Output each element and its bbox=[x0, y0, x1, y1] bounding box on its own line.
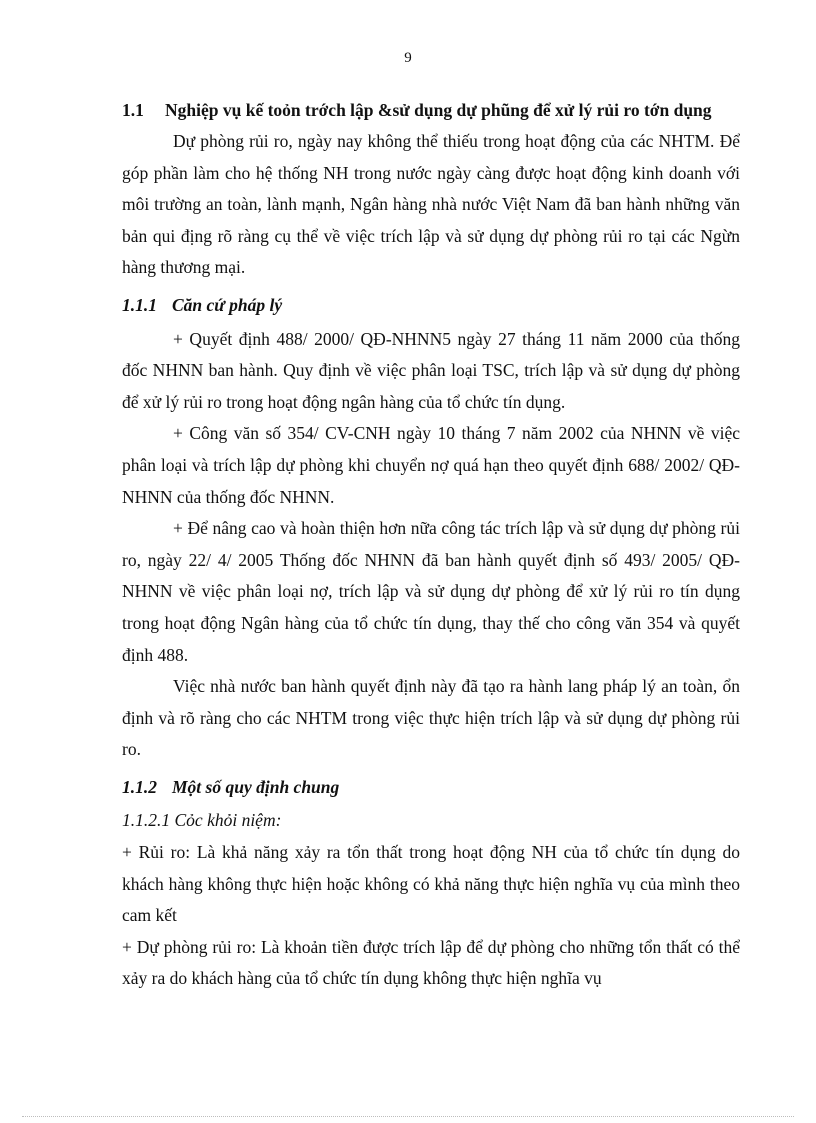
paragraph-definition-provision: + Dự phòng rủi ro: Là khoản tiền được trích lập để dự phòng cho những tổn thất có thể xảy ra do khách hàng của tổ chức tín dụng không thực hiện nghĩa vụ bbox=[122, 936, 740, 989]
subsection-number: 1.1.1 bbox=[122, 294, 157, 315]
page-bottom-divider bbox=[22, 1116, 794, 1117]
section-number: 1.1 bbox=[122, 100, 144, 120]
subsection-title: Một số quy định chung bbox=[172, 776, 340, 797]
subsection-title: Căn cứ pháp lý bbox=[172, 294, 283, 315]
section-title: Nghiệp vụ kế toỏn trớch lập &sử dụng dự phũng để xử lý rủi ro tớn dụng bbox=[165, 100, 712, 120]
paragraph-official-letter-354: + Công văn số 354/ CV-CNH ngày 10 tháng 7 năm 2002 của NHNN về việc phân loại và trích lập dự phòng khi chuyển nợ quá hạn theo quyết định 688/ 2002/ QĐ-NHNN của thống đốc NHNN. bbox=[122, 423, 740, 507]
paragraph-conclusion: Việc nhà nước ban hành quyết định này đã tạo ra hành lang pháp lý an toàn, ổn định và rõ ràng cho các NHTM trong việc thực hiện trích lập và sử dụng dự phòng rủi ro. bbox=[122, 676, 740, 760]
paragraph-decision-488: + Quyết định 488/ 2000/ QĐ-NHNN5 ngày 27 tháng 11 năm 2000 của thống đốc NHNN ban hành. Quy định về việc phân loại TSC, trích lập và sử dụng dự phòng để xử lý rủi ro trong hoạt động ngân hàng của tổ chức tín dụng. bbox=[122, 328, 740, 412]
subsection-heading-legal-basis bbox=[122, 290, 740, 322]
document-body bbox=[122, 96, 740, 995]
paragraph-definition-risk: + Rủi ro: Là khả năng xảy ra tổn thất trong hoạt động NH của tổ chức tín dụng do khách hàng không thực hiện hoặc không có khả năng thực hiện nghĩa vụ của mình theo cam kết bbox=[122, 842, 740, 926]
section-heading bbox=[122, 96, 740, 124]
paragraph-decision-493: + Để nâng cao và hoàn thiện hơn nữa công tác trích lập và sử dụng dự phòng rủi ro, ngày 22/ 4/ 2005 Thống đốc NHNN đã ban hành quyết định số 493/ 2005/ QĐ-NHNN về việc phân loại nợ, trích lập và sử dụng dự phòng để xử lý rủi ro tín dụng trong hoạt động Ngân hàng của tổ chức tín dụng, thay thế cho công văn 354 và quyết định 488. bbox=[122, 518, 740, 665]
section-intro-paragraph: Dự phòng rủi ro, ngày nay không thể thiếu trong hoạt động của các NHTM. Để góp phần làm cho hệ thống NH trong nước ngày càng được hoạt động kinh doanh với môi trường an toàn, lành mạnh, Ngân hàng nhà nước Việt Nam đã ban hành những văn bản qui địng rõ ràng cụ thể về việc trích lập và sử dụng dự phòng rủi ro tại các Ngừn hàng thương mại. bbox=[122, 131, 740, 278]
page-number: 9 bbox=[404, 50, 412, 66]
subsection-number: 1.1.2 bbox=[122, 776, 157, 797]
sub-subsection-heading-concepts: 1.1.2.1 Cỏc khỏi niệm: bbox=[122, 810, 282, 831]
subsection-heading-general-rules bbox=[122, 772, 740, 804]
